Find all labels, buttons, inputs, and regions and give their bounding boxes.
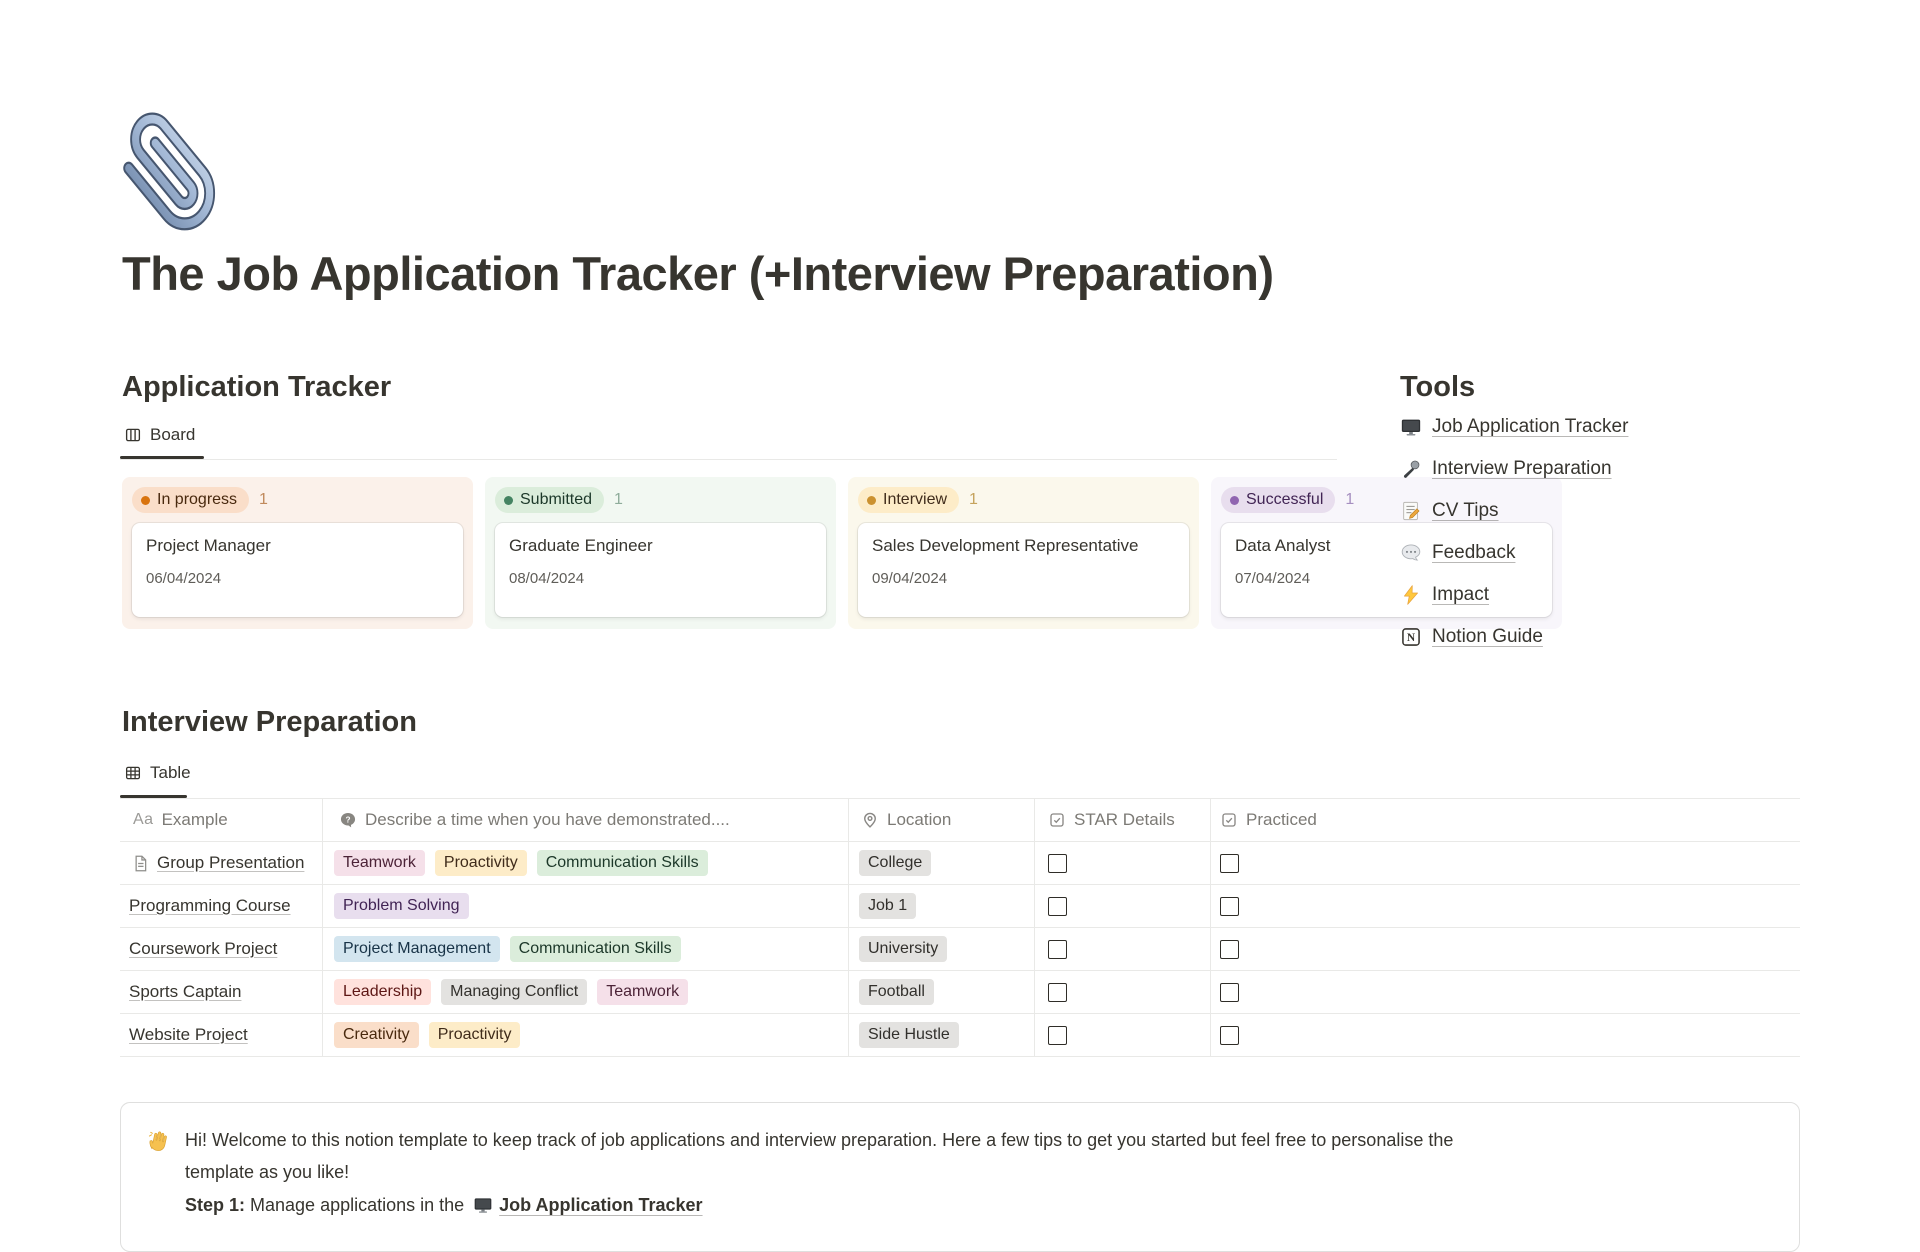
notion-logo-icon [1400,626,1422,648]
status-pill[interactable] [1221,487,1335,513]
star-details-checkbox[interactable] [1048,1026,1067,1045]
example-page-link[interactable]: Programming Course [129,896,291,915]
kanban-card[interactable] [858,523,1189,617]
column-header-label: Location [887,810,952,829]
skill-tag[interactable]: Communication Skills [510,936,681,962]
table-row [120,885,1800,928]
column-count: 1 [259,491,268,508]
tool-label: CV Tips [1432,499,1499,521]
step1-body: Manage applications in the [245,1195,470,1215]
kanban-column-interview [848,477,1199,629]
status-label: In progress [157,491,238,508]
checkbox-icon [1220,811,1238,829]
monitor-icon [1400,416,1422,438]
location-tag[interactable]: University [859,936,947,962]
card-title: Graduate Engineer [509,536,653,555]
skill-tag[interactable]: Proactivity [429,1022,521,1048]
waving-hand-icon [147,1128,173,1154]
tool-label: Notion Guide [1432,625,1543,647]
star-details-checkbox[interactable] [1048,983,1067,1002]
table-row [120,971,1800,1014]
card-date: 07/04/2024 [1235,570,1311,587]
practiced-checkbox[interactable] [1220,897,1239,916]
tool-link-impact[interactable] [1400,582,1628,607]
tools-list [1400,414,1628,666]
callout-step1-text [185,1189,1525,1221]
status-dot-icon [867,496,876,505]
column-header-example[interactable] [120,799,322,841]
status-label: Submitted [520,491,593,508]
table-row [120,842,1800,885]
location-tag[interactable]: Side Hustle [859,1022,959,1048]
skill-tag[interactable]: Project Management [334,936,500,962]
practiced-checkbox[interactable] [1220,1026,1239,1045]
practiced-checkbox[interactable] [1220,940,1239,959]
zap-icon [1400,584,1422,606]
tool-label: Feedback [1432,541,1516,563]
star-details-checkbox[interactable] [1048,897,1067,916]
practiced-checkbox[interactable] [1220,983,1239,1002]
status-label: Interview [883,491,948,508]
job-application-tracker-link[interactable]: Job Application Tracker [499,1195,703,1215]
page-icon [131,854,150,873]
skill-tag[interactable]: Communication Skills [537,850,708,876]
skill-tag[interactable]: Managing Conflict [441,979,587,1005]
card-title: Data Analyst [1235,536,1331,555]
location-tag[interactable]: College [859,850,931,876]
monitor-icon [473,1195,493,1215]
tool-label: Impact [1432,583,1490,605]
tab-board[interactable] [124,425,195,445]
location-pin-icon [861,811,879,829]
skill-tag[interactable]: Teamwork [334,850,425,876]
tool-link-job-application-tracker[interactable] [1400,414,1628,439]
tab-table[interactable] [124,763,191,783]
status-pill[interactable] [858,487,959,513]
column-header-describe[interactable] [322,799,848,841]
speech-balloon-icon [1400,542,1422,564]
location-tag[interactable]: Job 1 [859,893,916,919]
application-tracker-heading: Application Tracker [122,371,392,403]
microphone-icon [1400,458,1422,480]
welcome-callout [120,1102,1800,1252]
paperclip-icon[interactable] [118,112,218,239]
question-icon [339,811,357,829]
callout-intro-text: Hi! Welcome to this notion template to keep track of job applications and interview preparation. Here a few tips to get you started but feel free to personalise the template as you like! [185,1130,1454,1182]
column-header-practiced[interactable] [1210,799,1800,841]
column-header-location[interactable] [848,799,1034,841]
example-page-link[interactable]: Website Project [129,1025,248,1044]
status-dot-icon [1230,496,1239,505]
status-dot-icon [141,496,150,505]
svg-text:N: N [1406,631,1416,644]
column-header-label: STAR Details [1074,810,1175,829]
column-count: 1 [614,491,623,508]
column-header-label: Example [161,810,228,829]
interview-preparation-heading: Interview Preparation [122,706,417,738]
practiced-checkbox[interactable] [1220,854,1239,873]
star-details-checkbox[interactable] [1048,940,1067,959]
interview-table [120,799,1800,1057]
column-count: 1 [1345,491,1355,508]
star-details-checkbox[interactable] [1048,854,1067,873]
location-tag[interactable]: Football [859,979,934,1005]
checkbox-icon [1048,811,1066,829]
skill-tag[interactable]: Leadership [334,979,431,1005]
table-header-row [120,799,1800,842]
kanban-board [120,477,1355,630]
tool-label: Job Application Tracker [1432,415,1629,437]
table-row [120,928,1800,971]
column-count: 1 [969,491,978,508]
skill-tag[interactable]: Problem Solving [334,893,469,919]
tool-label: Interview Preparation [1432,457,1612,479]
status-dot-icon [504,496,513,505]
skill-tag[interactable]: Teamwork [597,979,688,1005]
card-date: 06/04/2024 [146,570,222,587]
example-page-link[interactable]: Sports Captain [129,982,242,1001]
board-view-icon [124,426,142,444]
tools-heading: Tools [1400,371,1476,403]
example-page-link[interactable]: Group Presentation [157,853,305,872]
text-type-icon: Aa [133,811,154,828]
tool-link-notion-guide[interactable] [1400,624,1628,649]
tab-divider [120,459,1337,460]
card-date: 08/04/2024 [509,570,585,587]
kanban-column-in-progress [122,477,473,629]
step1-label: Step 1: [185,1195,246,1215]
status-pill[interactable] [132,487,249,513]
table-view-icon [124,764,142,782]
card-date: 09/04/2024 [872,570,948,587]
card-title: Project Manager [146,536,271,555]
status-label: Successful [1246,491,1324,508]
kanban-card[interactable] [495,523,826,617]
column-header-label: Describe a time when you have demonstrated.... [365,810,730,829]
card-title: Sales Development Representative [872,536,1139,555]
column-header-label: Practiced [1246,810,1317,829]
example-page-link[interactable]: Coursework Project [129,939,278,958]
tab-board-label: Board [150,425,196,444]
tool-link-feedback[interactable] [1400,540,1628,565]
skill-tag[interactable]: Proactivity [435,850,527,876]
page-title: The Job Application Tracker (+Interview Preparation) [122,247,1274,300]
table-row [120,1014,1800,1057]
memo-icon [1400,500,1422,522]
kanban-card[interactable] [132,523,463,617]
tool-link-interview-preparation[interactable] [1400,456,1628,481]
tool-link-cv-tips[interactable] [1400,498,1628,523]
tab-table-label: Table [150,763,191,782]
svg-text:?: ? [345,815,351,825]
skill-tag[interactable]: Creativity [334,1022,419,1048]
column-header-star-details[interactable] [1034,799,1210,841]
kanban-column-submitted [485,477,836,629]
status-pill[interactable] [495,487,604,513]
